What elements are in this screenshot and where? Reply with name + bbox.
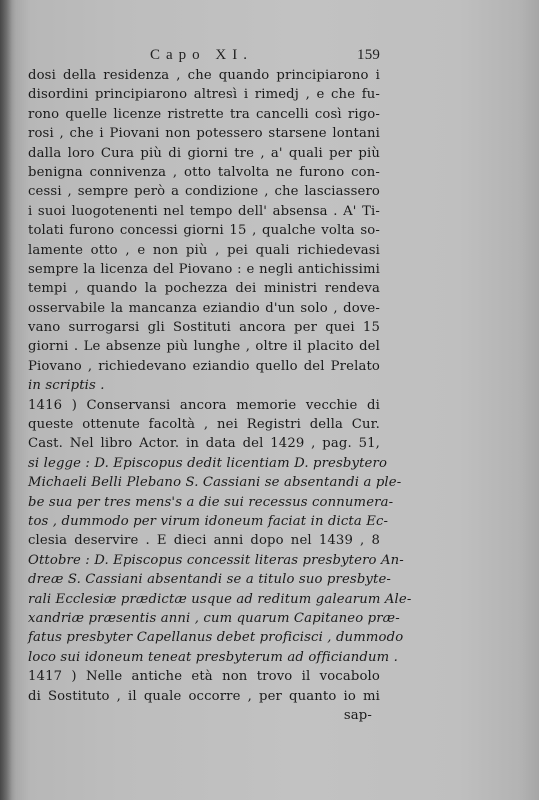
latin-quote-line: si legge : D. Episcopus dedit licentiam D. presbytero xyxy=(28,455,388,471)
text-line: rosi , che i Piovani non potessero starsene lontani xyxy=(28,126,380,142)
text-line: cessi , sempre però a condizione , che lasciassero xyxy=(28,184,380,200)
latin-quote-line: be sua per tres mens's a die sui recessus connumera- xyxy=(28,494,394,510)
paragraph-start-line: 1416 ) Conservansi ancora memorie vecchie di xyxy=(28,397,380,413)
text-line: disordini principiarono altresì i rimedj , e che fu- xyxy=(28,87,380,103)
text-line: lamente otto , e non più , pei quali richiedevasi xyxy=(28,242,380,258)
text-line: Piovano , richiedevano eziandio quello del Prelato xyxy=(28,358,380,374)
text-line: dosi della residenza , che quando principiarono i xyxy=(28,68,380,83)
latin-quote-line: tos , dummodo per virum idoneum faciat in dicta Ec- xyxy=(28,513,389,529)
latin-quote-line: Ottobre : D. Episcopus concessit literas presbytero An- xyxy=(28,552,404,568)
page-header xyxy=(28,44,380,66)
text-line: di Sostituto , il quale occorre , per quanto io mi xyxy=(28,688,380,704)
text-line: clesia deservire . E dieci anni dopo nel 1439 , 8 xyxy=(28,533,380,549)
text-line: queste ottenute facoltà , nei Registri della Cur. xyxy=(28,417,380,433)
latin-quote-line: fatus presbyter Capellanus debet proficisci , dummodo xyxy=(28,630,404,646)
text-line: Cast. Nel libro Actor. in data del 1429 , pag. 51, xyxy=(28,436,380,452)
latin-quote-line: rali Ecclesiæ prædictæ usque ad reditum galearum Ale- xyxy=(28,591,412,607)
text-line: tempi , quando la pochezza dei ministri rendeva xyxy=(28,281,380,297)
latin-quote-line: loco sui idoneum teneat presbyterum ad officiandum . xyxy=(28,649,398,665)
page-number: 159 xyxy=(357,47,380,63)
text-line: dalla loro Cura più di giorni tre , a' quali per più xyxy=(28,145,380,161)
text-line: giorni . Le absenze più lunghe , oltre il placito del xyxy=(28,339,380,355)
catchword: sap- xyxy=(343,707,372,723)
binding-gutter-shadow xyxy=(0,0,12,800)
text-line: in scriptis . xyxy=(28,378,105,394)
latin-quote-line: xandriæ præsentis anni , cum quarum Capitaneo præ- xyxy=(28,610,400,626)
text-line: rono quelle licenze ristrette tra cancelli così rigo- xyxy=(28,106,380,122)
text-line: tolati furono concessi giorni 15 , qualche volta so- xyxy=(28,223,380,239)
page-text-block xyxy=(28,44,412,725)
paragraph-start-line: 1417 ) Nelle antiche età non trovo il vocabolo xyxy=(28,669,380,685)
text-line: osservabile la mancanza eziandio d'un solo , dove- xyxy=(28,300,380,316)
text-line: benigna connivenza , otto talvolta ne furono con- xyxy=(28,164,380,180)
running-head: Capo XI. xyxy=(150,47,253,63)
text-line: vano surrogarsi gli Sostituti ancora per quei 15 xyxy=(28,320,380,336)
text-line: sempre la licenza del Piovano : e negli antichissimi xyxy=(28,261,380,277)
latin-quote-line: dreæ S. Cassiani absentandi se a titulo suo presbyte- xyxy=(28,572,392,588)
latin-quote-line: Michaeli Belli Plebano S. Cassiani se absentandi a ple- xyxy=(28,475,402,491)
text-line: i suoi luogotenenti nel tempo dell' absensa . A' Ti- xyxy=(28,203,380,219)
